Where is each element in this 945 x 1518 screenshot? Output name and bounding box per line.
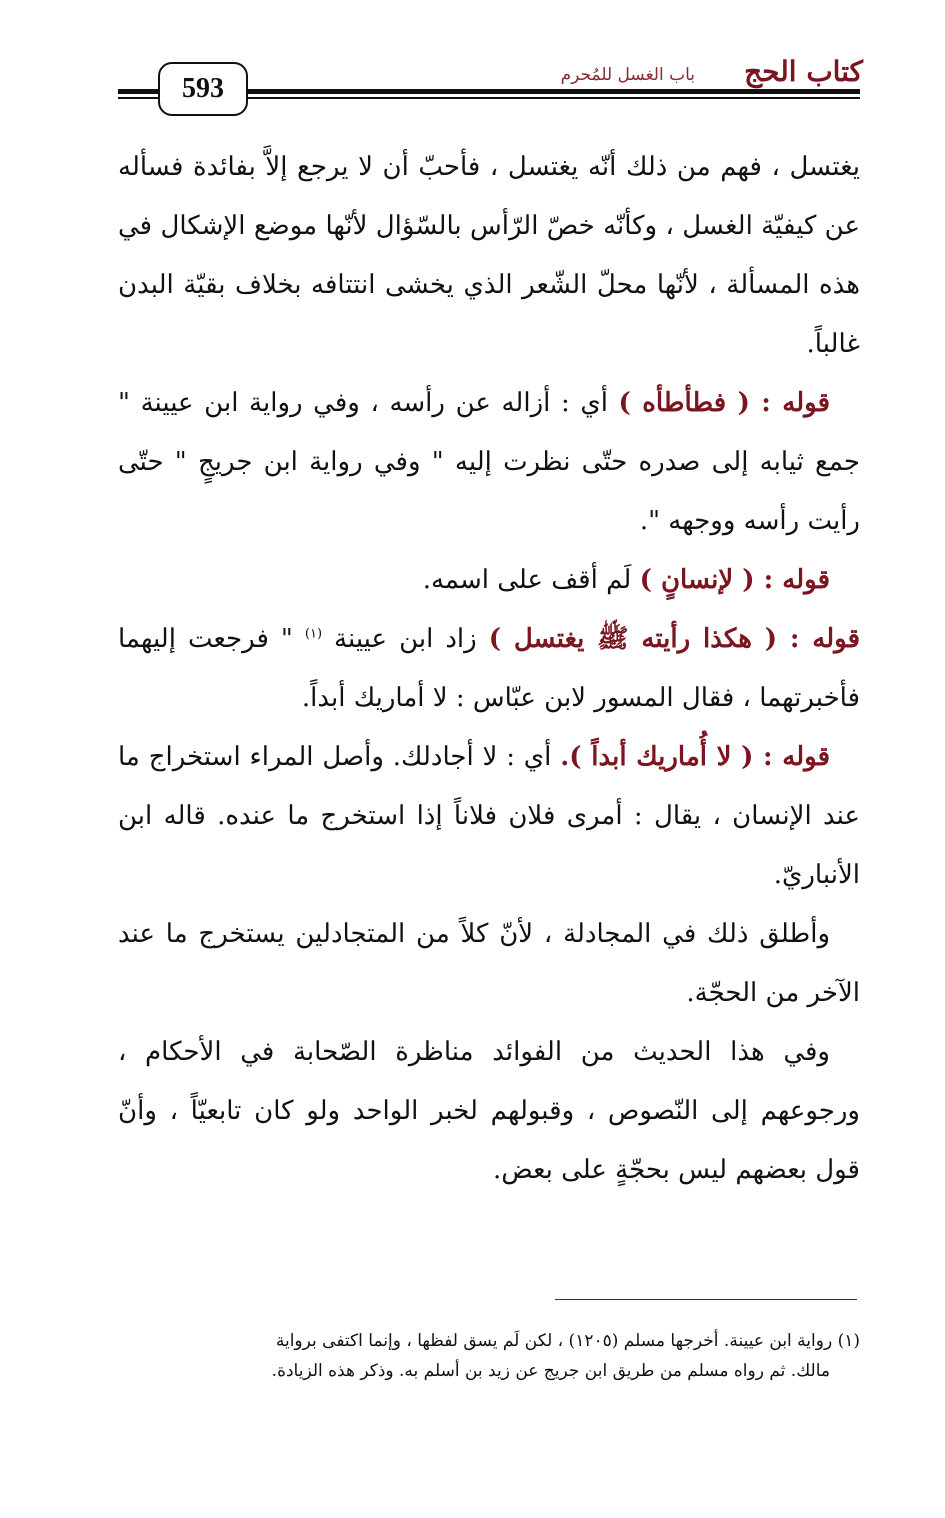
footnote-text: رواية ابن عيينة. أخرجها مسلم (١٢٠٥) ، لكن لَم يسق لفظها ، وإنما اكتفى برواية (275, 1331, 838, 1351)
paragraph-text: لَم أقف على اسمه. (422, 565, 640, 595)
quoted-lead: قوله : ( هكذا رأيته ﷺ يغتسل ) (488, 624, 860, 654)
footnote-line: مالك. ثم رواه مسلم من طريق ابن جريج عن زيد بن أسلم به. وذكر هذه الزيادة. (271, 1361, 830, 1381)
paragraph-text: زاد ابن عيينة (322, 624, 489, 654)
paragraph-7: وفي هذا الحديث من الفوائد مناظرة الصّحابة في الأحكام ، ورجوعهم إلى النّصوص ، وقبولهم لخبر الواحد ولو كان تابعيّاً ، وأنّ قول بعضهم ليس بحجّةٍ على بعض. (118, 1037, 860, 1185)
main-text (118, 138, 860, 1200)
quoted-lead: قوله : ( فطأطأه ) (618, 388, 830, 418)
paragraph-text: " فرجعت إليهما فأخبرتهما ، فقال المسور لابن عبّاس : لا أماريك أبداً. (118, 624, 860, 713)
page-header (0, 0, 945, 130)
paragraph-text: أي : أزاله عن رأسه ، وفي رواية ابن عيينة " جمع ثيابه إلى صدره حتّى نظرت إليه " وفي رواية ابن جريجٍ " حتّى رأيت رأسه ووجهه ". (118, 388, 860, 536)
footnote-reference: (١) (304, 626, 323, 642)
paragraph-4 (118, 610, 860, 728)
chapter-title: باب الغسل للمُحرم (560, 65, 695, 85)
page-number: 593 (158, 62, 248, 116)
quoted-lead: قوله : ( لإنسانٍ ) (639, 565, 830, 595)
paragraph-3 (118, 551, 860, 610)
footnote-line (118, 1326, 860, 1356)
footnote-marker: (١) (837, 1331, 860, 1351)
quoted-lead: قوله : ( لا أُماريك أبداً ). (560, 742, 830, 772)
paragraph-6: وأطلق ذلك في المجادلة ، لأنّ كلاً من المتجادلين يستخرج ما عند الآخر من الحجّة. (118, 919, 860, 1008)
paragraph-text: أي : لا أجادلك. وأصل المراء استخراج ما عند الإنسان ، يقال : أمرى فلان فلاناً إذا استخرج ما عنده. قاله ابن الأنباريّ. (118, 742, 860, 890)
paragraph-2 (118, 374, 860, 551)
footnote-divider (555, 1299, 857, 1300)
paragraph-1: يغتسل ، فهم من ذلك أنّه يغتسل ، فأحبّ أن لا يرجع إلاَّ بفائدة فسأله عن كيفيّة الغسل ، وكأنّه خصّ الرّأس بالسّؤال لأنّها موضع الإشكال في هذه المسألة ، لأنّها محلّ الشّعر الذي يخشى انتتافه بخلاف بقيّة البدن غالباً. (118, 152, 860, 359)
paragraph-5 (118, 728, 860, 905)
footnote (118, 1326, 860, 1386)
book-title: كتاب الحج (744, 55, 863, 88)
